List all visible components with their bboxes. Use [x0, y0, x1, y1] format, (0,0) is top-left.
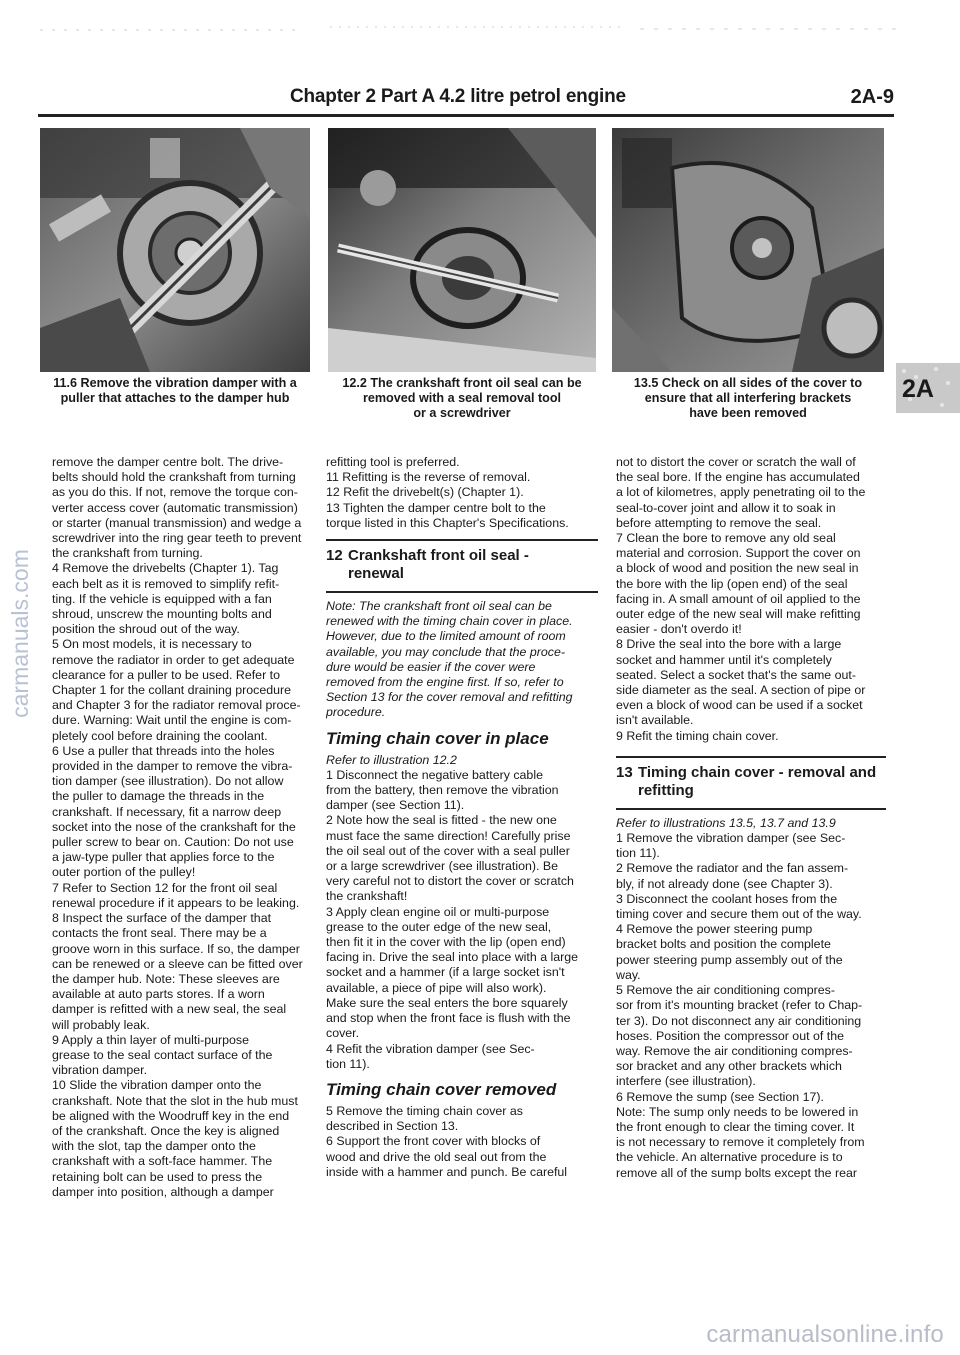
text-line: groove worn in this surface. If so, the damper	[52, 941, 300, 956]
text-line: crankshaft. If necessary, fit a narrow deep	[52, 804, 282, 819]
section-13-body	[616, 816, 886, 1181]
section-title-line: refitting	[638, 781, 694, 799]
text-line: bracket bolts and position the complete	[616, 937, 831, 952]
text-line: each belt as it is removed to simplify refit-	[52, 576, 280, 591]
section-rule	[326, 591, 598, 593]
section-rule	[326, 539, 598, 541]
page-number: 2A-9	[850, 86, 894, 108]
text-line: pletely cool before draining the coolant.	[52, 728, 268, 743]
text-line: a lot of kilometres, apply penetrating oil to the	[616, 485, 866, 500]
column-2-intro	[326, 455, 598, 531]
text-line: 4 Remove the drivebelts (Chapter 1). Tag	[52, 561, 279, 576]
text-line: and Chapter 3 for the radiator removal proce-	[52, 698, 301, 713]
text-line: and stop when the front face is flush with the	[326, 1011, 571, 1026]
text-line: remove the radiator in order to get adequate	[52, 652, 295, 667]
figure-13-5-photo	[612, 128, 884, 372]
text-line: can be renewed or a sleeve can be fitted over	[52, 956, 303, 971]
scan-noise	[0, 0, 960, 40]
text-line: even a block of wood can be used if a socket	[616, 698, 863, 713]
text-line: crankshaft. Note that the slot in the hub must	[52, 1093, 298, 1108]
text-line: remove all of the sump bolts except the rear	[616, 1165, 858, 1180]
text-line: retaining bolt can be used to press the	[52, 1169, 263, 1184]
section-title-line: Crankshaft front oil seal -	[348, 547, 529, 565]
text-column-1	[52, 455, 308, 1200]
text-line: available at auto parts stores. If a worn	[52, 987, 265, 1002]
text-line: damper into position, although a damper	[52, 1184, 274, 1199]
text-line: 12 Refit the drivebelt(s) (Chapter 1).	[326, 485, 524, 500]
figure-12-2-photo	[328, 128, 596, 372]
text-line: a jaw-type puller that applies force to the	[52, 850, 275, 865]
side-watermark: carmanuals.com	[6, 549, 33, 718]
text-line: seal-to-cover joint and allow it to soak in	[616, 500, 836, 515]
text-line: facing in. A small amount of oil applied to the	[616, 591, 861, 606]
text-line: procedure.	[326, 705, 386, 720]
text-line: 5 On most models, it is necessary to	[52, 637, 252, 652]
text-line: inside with a hammer and punch. Be careful	[326, 1164, 568, 1179]
chapter-title: Chapter 2 Part A 4.2 litre petrol engine	[290, 86, 626, 107]
text-line: the crankshaft!	[326, 889, 408, 904]
text-line: interfere (see illustration).	[616, 1074, 756, 1089]
text-line: dure would be easier if the cover were	[326, 659, 536, 674]
caption-line: or a screwdriver	[413, 406, 511, 420]
text-line: clearance for a puller to be used. Refer to	[52, 667, 280, 682]
text-line: outer edge of the new seal will make refitting	[616, 607, 861, 622]
text-line: 9 Apply a thin layer of multi-purpose	[52, 1032, 249, 1047]
text-line: timing cover and secure them out of the way.	[616, 907, 862, 922]
text-line: However, due to the limited amount of room	[326, 629, 566, 644]
text-line: 8 Drive the seal into the bore with a large	[616, 637, 842, 652]
section-12-note	[326, 599, 598, 721]
text-line: of the crankshaft. Once the key is aligned	[52, 1123, 280, 1138]
section-number: 12	[326, 547, 343, 565]
text-line: be aligned with the Woodruff key in the end	[52, 1108, 290, 1123]
text-line: tion 11).	[616, 846, 660, 861]
text-line: belts should hold the crankshaft from turning	[52, 470, 296, 485]
text-line: 10 Slide the vibration damper onto the	[52, 1078, 262, 1093]
text-line: tion 11).	[326, 1056, 370, 1071]
text-line: side diameter as the seal. A section of pipe or	[616, 683, 866, 698]
text-line: material and corrosion. Support the cover on	[616, 546, 861, 561]
caption-line: removed with a seal removal tool	[362, 391, 562, 405]
section-13-heading	[616, 764, 886, 800]
text-line: way.	[616, 967, 641, 982]
text-line: contacts the front seal. There may be a	[52, 926, 267, 941]
text-line: Refer to illustration 12.2	[326, 752, 457, 767]
text-line: 5 Remove the air conditioning compres-	[616, 983, 836, 998]
text-line: removed from the engine first. If so, refer to	[326, 675, 564, 690]
text-line: crankshaft with a soft-face hammer. The	[52, 1154, 273, 1169]
caption-line: puller that attaches to the damper hub	[60, 391, 290, 405]
text-line: not to distort the cover or scratch the wall of	[616, 455, 856, 469]
text-line: Section 13 for the cover removal and refitting	[326, 690, 573, 705]
text-line: a block of wood and position the new seal in	[616, 561, 859, 576]
text-line: 5 Remove the timing chain cover as	[326, 1103, 523, 1118]
text-line: socket into the nose of the crankshaft for the	[52, 819, 296, 834]
figure-11-6-caption	[40, 376, 310, 406]
text-column-2	[326, 455, 598, 1180]
section-title-line: Timing chain cover - removal and	[638, 763, 877, 781]
text-line: the front enough to clear the timing cover. It	[616, 1119, 855, 1134]
text-line: the vehicle. An alternative procedure is to	[616, 1150, 843, 1165]
text-line: screwdriver into the ring gear teeth to prevent	[52, 531, 302, 546]
text-line: bly, if not already done (see Chapter 3).	[616, 876, 833, 891]
text-line: 6 Support the front cover with blocks of	[326, 1134, 541, 1149]
text-line: remove the damper centre bolt. The drive-	[52, 455, 284, 469]
text-line: socket and a hammer (if a large socket isn't	[326, 965, 565, 980]
text-line: position the shroud out of the way.	[52, 622, 240, 637]
text-line: sor bracket and any other brackets which	[616, 1059, 842, 1074]
text-line: the puller to damage the threads in the	[52, 789, 265, 804]
caption-line: 11.6 Remove the vibration damper with a	[53, 376, 297, 390]
text-line: the bore with the lip (open end) of the seal	[616, 576, 848, 591]
footer-watermark: carmanualsonline.info	[706, 1321, 944, 1348]
text-line: power steering pump assembly out of the	[616, 952, 843, 967]
section-rule	[616, 756, 886, 758]
text-line: sor from it's mounting bracket (refer to Chap-	[616, 998, 863, 1013]
text-line: is not necessary to remove it completely from	[616, 1135, 865, 1150]
text-line: 3 Apply clean engine oil or multi-purpose	[326, 904, 550, 919]
section-title-line: renewal	[348, 565, 404, 583]
subheading-cover-removed: Timing chain cover removed	[326, 1079, 557, 1099]
caption-line: 12.2 The crankshaft front oil seal can be	[342, 376, 582, 390]
text-line: renewed with the timing chain cover in place.	[326, 614, 573, 629]
caption-line: have been removed	[689, 406, 807, 420]
text-line: grease to the outer edge of the new seal,	[326, 919, 552, 934]
text-line: provided in the damper to remove the vibra-	[52, 759, 293, 774]
section-number: 13	[616, 763, 633, 781]
text-line: 1 Remove the vibration damper (see Sec-	[616, 831, 846, 846]
text-line: shroud, unscrew the mounting bolts and	[52, 607, 272, 622]
text-line: cover.	[326, 1026, 360, 1041]
text-line: ter 3). Do not disconnect any air conditioning	[616, 1013, 862, 1028]
text-line: grease to the seal contact surface of the	[52, 1047, 273, 1062]
text-line: Note: The crankshaft front oil seal can be	[326, 599, 552, 614]
text-line: vibration damper.	[52, 1063, 148, 1078]
text-line: 4 Remove the power steering pump	[616, 922, 813, 937]
column-3-intro	[616, 455, 886, 744]
text-line: 8 Inspect the surface of the damper that	[52, 911, 272, 926]
figure-11-6-photo	[40, 128, 310, 372]
text-line: 7 Refer to Section 12 for the front oil seal	[52, 880, 278, 895]
text-line: dure. Warning: Wait until the engine is com-	[52, 713, 292, 728]
text-line: 4 Refit the vibration damper (see Sec-	[326, 1041, 535, 1056]
text-line: torque listed in this Chapter's Specifications.	[326, 515, 569, 530]
text-line: renewal procedure if it appears to be leaking.	[52, 895, 300, 910]
text-line: described in Section 13.	[326, 1119, 459, 1134]
header-rule	[38, 114, 894, 117]
text-line: damper is refitted with a new seal, the seal	[52, 1002, 287, 1017]
text-line: way. Remove the air conditioning compres-	[616, 1043, 853, 1058]
text-line: hoses. Position the compressor out of the	[616, 1028, 844, 1043]
text-line: or a large screwdriver (see illustration). Be	[326, 859, 559, 874]
text-line: Note: The sump only needs to be lowered in	[616, 1104, 859, 1119]
text-line: socket and hammer until it's completely	[616, 652, 832, 667]
text-line: facing in. Drive the seal into place with a large	[326, 950, 579, 965]
text-line: isn't available.	[616, 713, 694, 728]
text-line: must face the same direction! Carefully prise	[326, 828, 571, 843]
text-line: before attempting to remove the seal.	[616, 515, 822, 530]
subheading-cover-in-place: Timing chain cover in place	[326, 728, 549, 748]
figure-13-5-caption	[612, 376, 884, 421]
text-line: 11 Refitting is the reverse of removal.	[326, 470, 531, 485]
text-line: 1 Disconnect the negative battery cable	[326, 767, 543, 782]
text-line: available, you may conclude that the proce-	[326, 644, 566, 659]
text-line: 6 Remove the sump (see Section 17).	[616, 1089, 824, 1104]
text-line: tion damper (see illustration). Do not allow	[52, 774, 284, 789]
text-line: then fit it in the cover with the lip (open end)	[326, 935, 566, 950]
text-line: seated. Select a socket that's the same out-	[616, 667, 856, 682]
caption-line: 13.5 Check on all sides of the cover to	[633, 376, 863, 390]
section-12-body-1	[326, 753, 598, 1072]
text-line: available, a piece of pipe will also work).	[326, 980, 547, 995]
text-line: as you do this. If not, remove the torque con-	[52, 485, 298, 500]
chapter-tab-2a	[896, 363, 960, 413]
text-line: 2 Note how the seal is fitted - the new one	[326, 813, 557, 828]
text-line: damper (see Section 11).	[326, 798, 465, 813]
text-line: or starter (manual transmission) and wedge a	[52, 515, 302, 530]
text-line: 6 Use a puller that threads into the holes	[52, 743, 275, 758]
text-line: 13 Tighten the damper centre bolt to the	[326, 500, 546, 515]
section-rule	[616, 808, 886, 810]
text-line: from the battery, then remove the vibration	[326, 783, 559, 798]
text-line: very careful not to distort the cover or scratch	[326, 874, 574, 889]
text-line: Refer to illustrations 13.5, 13.7 and 13.9	[616, 815, 836, 830]
text-line: puller screw to bear on. Caution: Do not use	[52, 835, 294, 850]
text-line: refitting tool is preferred.	[326, 455, 460, 469]
text-line: Chapter 1 for the collant draining procedure	[52, 683, 292, 698]
text-line: with the slot, tap the damper onto the	[52, 1139, 256, 1154]
text-line: ting. If the vehicle is equipped with a fan	[52, 591, 272, 606]
text-line: the damper hub. Note: These sleeves are	[52, 971, 280, 986]
caption-line: ensure that all interfering brackets	[644, 391, 852, 405]
page-header	[0, 84, 960, 114]
section-12-body-2	[326, 1104, 598, 1180]
text-line: wood and drive the old seal out from the	[326, 1149, 547, 1164]
text-line: Make sure the seal enters the bore squarely	[326, 995, 568, 1010]
section-12-heading	[326, 547, 598, 583]
text-line: 3 Disconnect the coolant hoses from the	[616, 891, 838, 906]
figure-12-2-caption	[328, 376, 596, 421]
text-line: the oil seal out of the cover with a seal puller	[326, 843, 570, 858]
text-line: outer portion of the pulley!	[52, 865, 196, 880]
text-line: will probably leak.	[52, 1017, 150, 1032]
text-column-3	[616, 455, 886, 1181]
text-line: easier - don't overdo it!	[616, 622, 742, 637]
text-line: verter access cover (automatic transmission)	[52, 500, 298, 515]
text-line: the seal bore. If the engine has accumulated	[616, 470, 860, 485]
text-line: 9 Refit the timing chain cover.	[616, 728, 779, 743]
tab-label: 2A	[902, 375, 934, 403]
text-line: 2 Remove the radiator and the fan assem-	[616, 861, 849, 876]
text-line: 7 Clean the bore to remove any old seal	[616, 531, 836, 546]
text-line: the crankshaft from turning.	[52, 546, 203, 561]
